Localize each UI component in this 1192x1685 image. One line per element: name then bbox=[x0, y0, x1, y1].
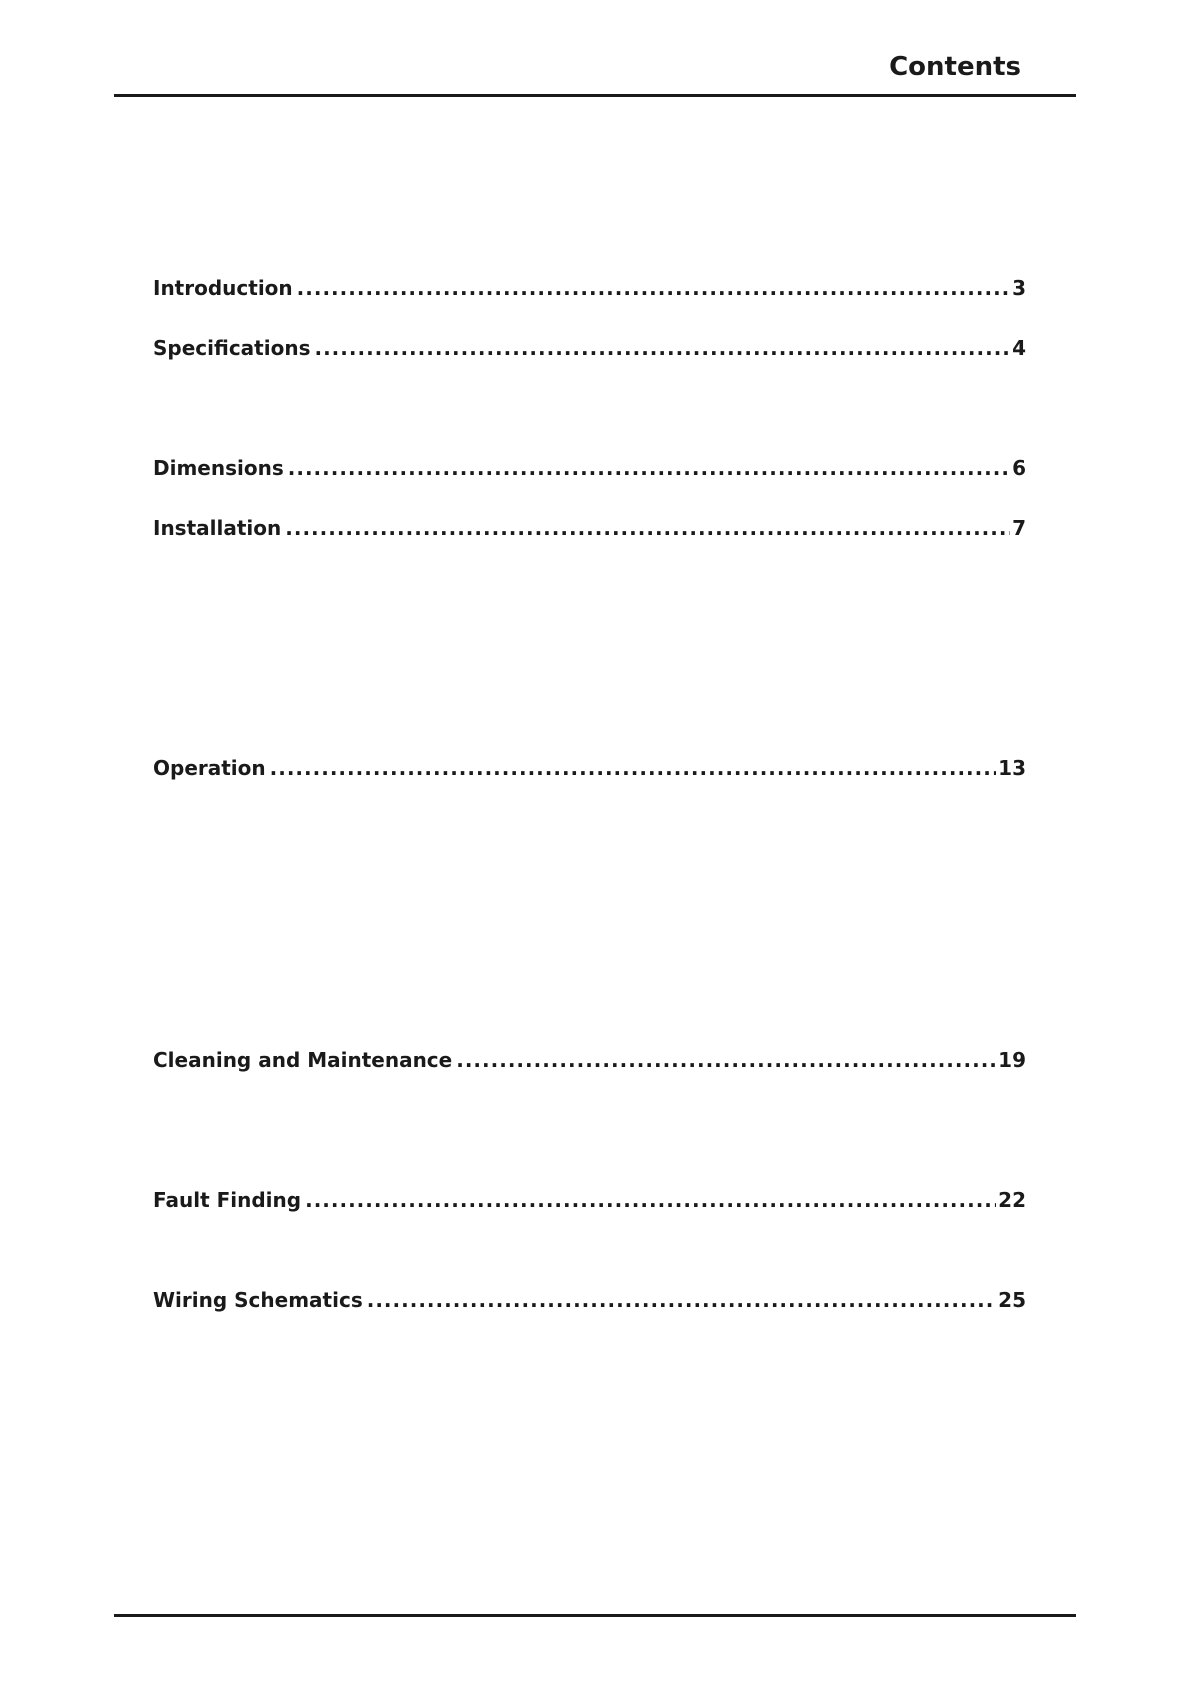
toc-dot-leader bbox=[367, 1290, 996, 1310]
toc-dot-leader bbox=[288, 458, 1010, 478]
toc-entry-wiring-schematics[interactable] bbox=[153, 1290, 1026, 1310]
toc-entry-title: Cleaning and Maintenance bbox=[153, 1048, 453, 1072]
toc-entry-fault-finding[interactable] bbox=[153, 1190, 1026, 1210]
toc-entry-installation[interactable] bbox=[153, 518, 1026, 538]
toc-dot-leader bbox=[270, 758, 997, 778]
toc-entry-title: Dimensions bbox=[153, 456, 284, 480]
toc-entry-page: 4 bbox=[1012, 336, 1026, 360]
toc-entry-page: 7 bbox=[1012, 516, 1026, 540]
toc-entry-cleaning-and-maintenance[interactable] bbox=[153, 1050, 1026, 1070]
toc-entry-page: 25 bbox=[998, 1288, 1026, 1312]
toc-entry-page: 19 bbox=[998, 1048, 1026, 1072]
toc-dot-leader bbox=[285, 518, 1010, 538]
toc-entry-title: Introduction bbox=[153, 276, 293, 300]
footer-rule bbox=[114, 1614, 1076, 1617]
toc-dot-leader bbox=[314, 338, 1010, 358]
toc-dot-leader bbox=[297, 278, 1010, 298]
toc-entry-title: Installation bbox=[153, 516, 282, 540]
toc-entry-specifications[interactable] bbox=[153, 338, 1026, 358]
toc-entry-operation[interactable] bbox=[153, 758, 1026, 778]
toc-entry-page: 3 bbox=[1012, 276, 1026, 300]
toc-dot-leader bbox=[456, 1050, 996, 1070]
toc-entry-title: Specifications bbox=[153, 336, 311, 360]
toc-entry-page: 13 bbox=[998, 756, 1026, 780]
toc-entry-title: Fault Finding bbox=[153, 1188, 302, 1212]
toc-entry-introduction[interactable] bbox=[153, 278, 1026, 298]
toc-entry-page: 6 bbox=[1012, 456, 1026, 480]
header-rule bbox=[114, 94, 1076, 97]
toc-entry-dimensions[interactable] bbox=[153, 458, 1026, 478]
toc-entry-page: 22 bbox=[998, 1188, 1026, 1212]
page-title: Contents bbox=[889, 52, 1021, 82]
toc-entry-title: Wiring Schematics bbox=[153, 1288, 363, 1312]
toc-dot-leader bbox=[305, 1190, 996, 1210]
toc-entry-title: Operation bbox=[153, 756, 266, 780]
